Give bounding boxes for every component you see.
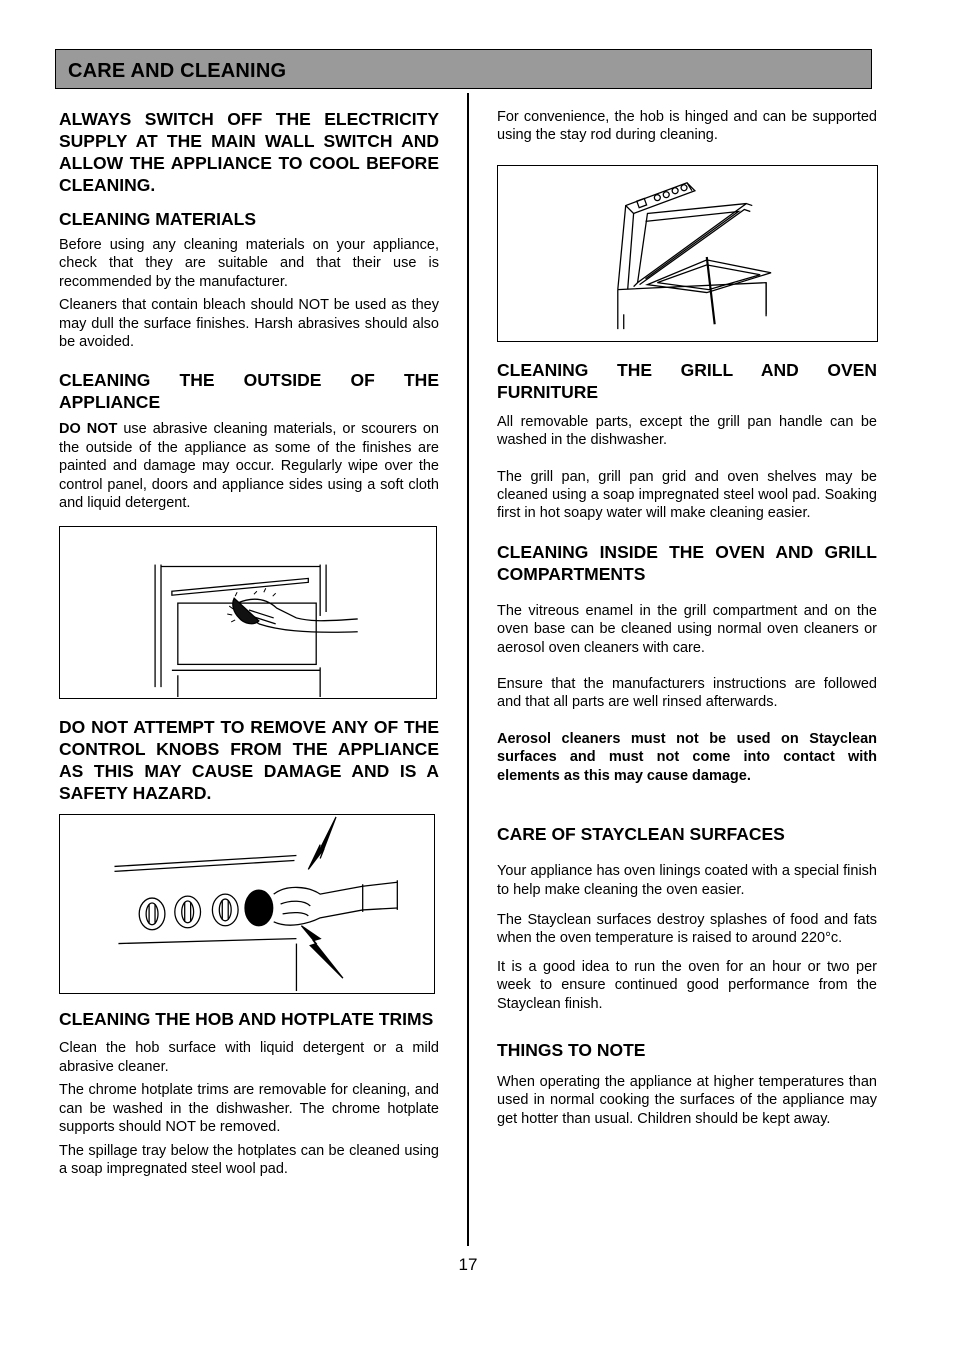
stayclean-paragraph-1: Your appliance has oven linings coated with a special finish to help make cleaning the oven easier. <box>497 863 877 898</box>
aerosol-warning: Aerosol cleaners must not be used on Stayclean surfaces and must not come into contact with elements as this may cause damage. <box>497 730 877 784</box>
cleaning-inside-paragraph-2: Ensure that the manufacturers instructions are followed and that all parts are well rinsed afterwards. <box>497 676 877 711</box>
control-knobs-illustration <box>59 814 435 994</box>
cleaning-grill-heading: CLEANING THE GRILL AND OVEN FURNITURE <box>497 359 877 402</box>
cleaning-inside-paragraph-1: The vitreous enamel in the grill compartment and on the oven base can be cleaned using normal oven cleaners or aerosol oven cleaners with care. <box>497 602 877 656</box>
cleaning-hob-paragraph-2: The chrome hotplate trims are removable for cleaning, and can be washed in the dishwasher. The chrome hotplate supports should NOT be removed. <box>59 1082 439 1136</box>
stayclean-paragraph-3: It is a good idea to run the oven for an hour or two per week to ensure continued good performance from the Stayclean finish. <box>497 958 877 1012</box>
cleaning-materials-paragraph-2: Cleaners that contain bleach should NOT be used as they may dull the surface finishes. Harsh abrasives should also be avoided. <box>59 297 439 351</box>
page-title: CARE AND CLEANING <box>68 60 287 82</box>
right-column <box>497 108 877 1128</box>
column-divider <box>467 93 469 1246</box>
cleaning-inside-heading: CLEANING INSIDE THE OVEN AND GRILL COMPARTMENTS <box>497 541 877 584</box>
cleaning-grill-paragraph-2: The grill pan, grill pan grid and oven shelves may be cleaned using a soap impregnated steel wool pad. Soaking first in hot soapy water will make cleaning easier. <box>497 468 877 522</box>
cleaning-hob-paragraph-3: The spillage tray below the hotplates can be cleaned using a soap impregnated steel wool pad. <box>59 1142 439 1177</box>
cleaning-materials-paragraph-1: Before using any cleaning materials on your appliance, check that they are suitable and that their use is recommended by the manufacturer. <box>59 237 439 290</box>
section-title-banner <box>55 49 872 89</box>
left-column <box>59 108 439 1178</box>
cleaning-hob-paragraph-1: Clean the hob surface with liquid detergent or a mild abrasive cleaner. <box>59 1040 439 1075</box>
do-not-emphasis: DO NOT <box>59 421 118 438</box>
page-number: 17 <box>458 1255 478 1274</box>
hinged-hob-note: For convenience, the hob is hinged and can be supported using the stay rod during cleaning. <box>497 109 877 144</box>
cleaning-grill-paragraph-1: All removable parts, except the grill pan handle can be washed in the dishwasher. <box>497 413 877 449</box>
things-to-note-paragraph: When operating the appliance at higher temperatures than used in normal cooking the surfaces of the appliance may get hotter than usual. Children should be kept away. <box>497 1073 877 1127</box>
cleaning-hob-heading: CLEANING THE HOB AND HOTPLATE TRIMS <box>59 1009 434 1030</box>
cleaning-outside-text: use abrasive cleaning materials, or scourers on the outside of the appliance as some of the finishes are painted and damage may occur. Regularly wipe over the control panel, doors and appliance sides using a soft cloth and liquid detergent. <box>59 421 439 512</box>
control-knobs-warning: DO NOT ATTEMPT TO REMOVE ANY OF THE CONTROL KNOBS FROM THE APPLIANCE AS THIS MAY CAUSE DAMAGE AND IS A SAFETY HAZARD. <box>59 717 439 804</box>
wiping-oven-door-illustration <box>59 526 437 699</box>
electricity-warning: ALWAYS SWITCH OFF THE ELECTRICITY SUPPLY AT THE MAIN WALL SWITCH AND ALLOW THE APPLIANCE TO COOL BEFORE CLEANING. <box>59 109 439 195</box>
cleaning-outside-paragraph <box>59 420 439 512</box>
stayclean-paragraph-2: The Stayclean surfaces destroy splashes of food and fats when the oven temperature is raised to around 220°c. <box>497 911 877 947</box>
hinged-hob-illustration <box>497 165 878 342</box>
cleaning-materials-heading: CLEANING MATERIALS <box>59 209 257 229</box>
things-to-note-heading: THINGS TO NOTE <box>497 1039 646 1060</box>
stayclean-heading: CARE OF STAYCLEAN SURFACES <box>497 824 785 845</box>
cleaning-outside-heading: CLEANING THE OUTSIDE OF THE APPLIANCE <box>59 370 439 413</box>
